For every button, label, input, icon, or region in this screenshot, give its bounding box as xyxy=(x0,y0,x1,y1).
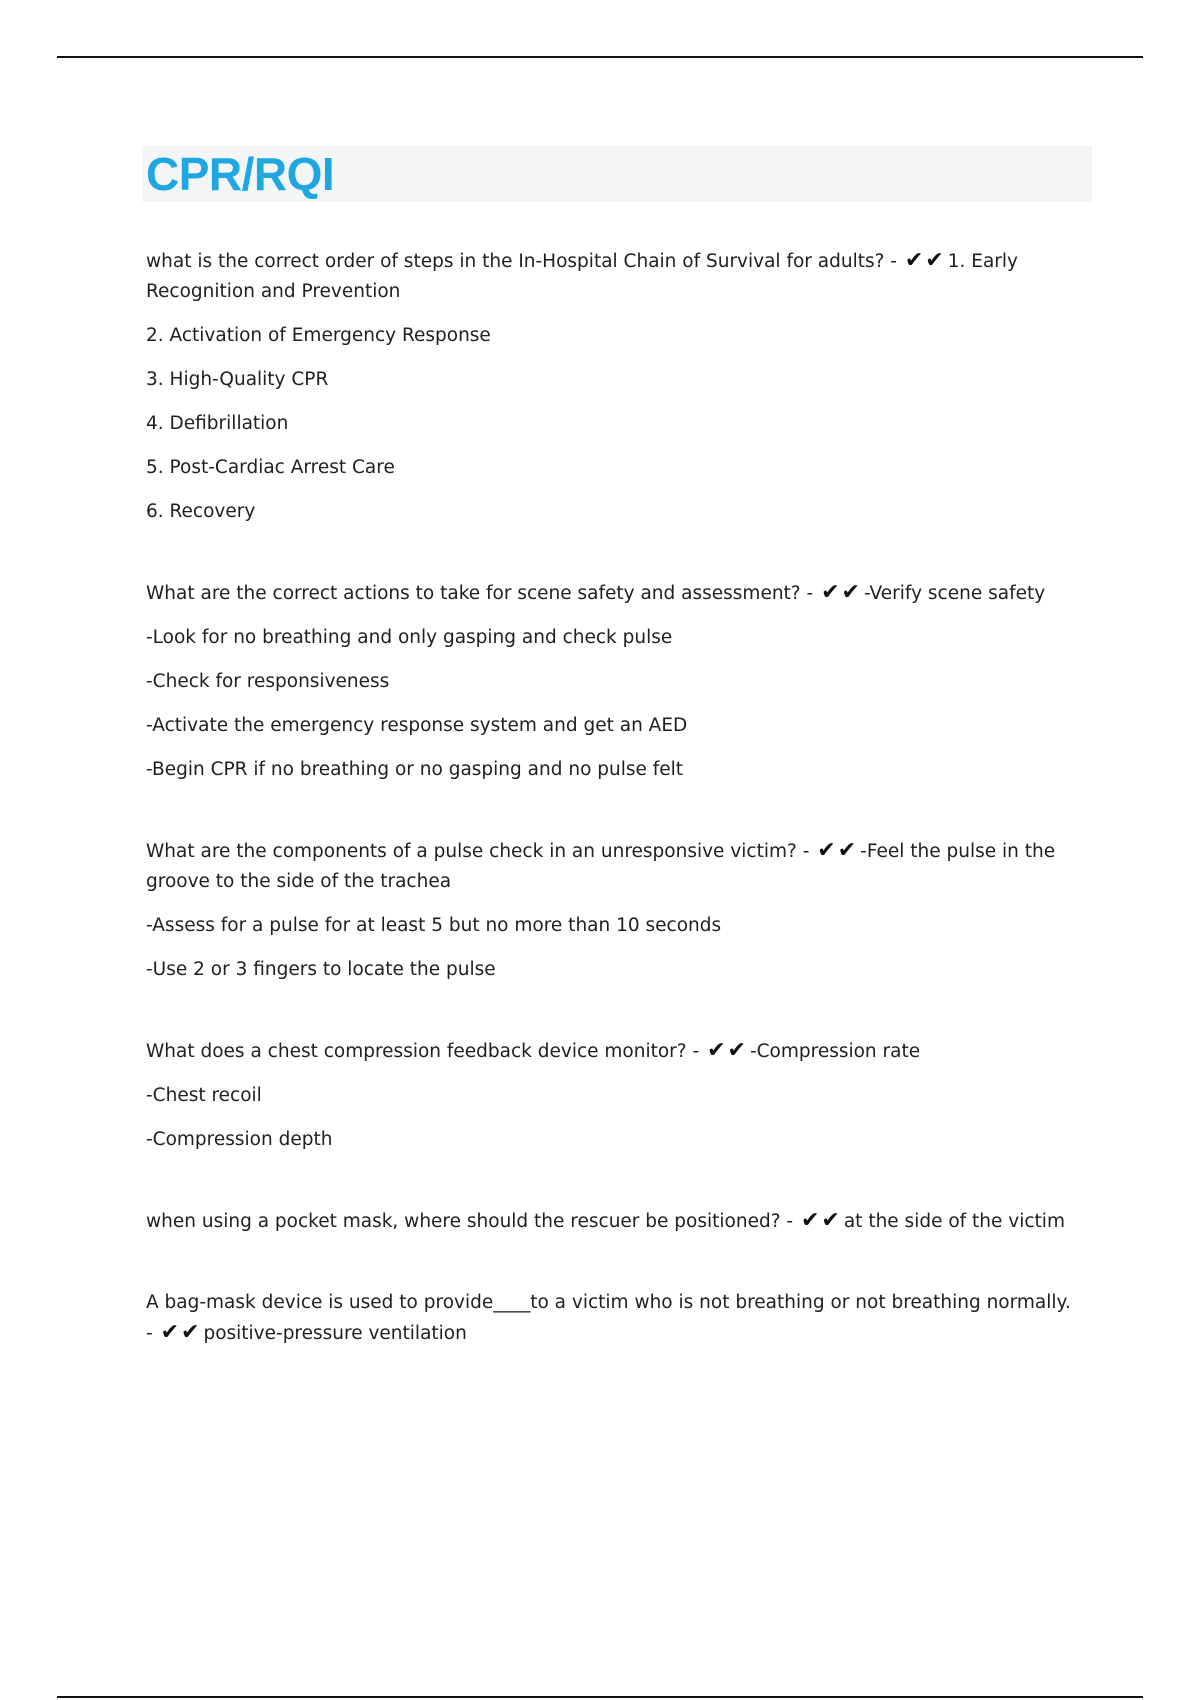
qa-item xyxy=(146,1288,1081,1349)
answer-line: 6. Recovery xyxy=(146,501,256,522)
qa-item xyxy=(146,1036,1081,1155)
answer-line: 5. Post-Cardiac Arrest Care xyxy=(146,457,395,478)
answer-text: -Verify scene safety xyxy=(863,583,1046,604)
double-check-icon: ✔✔ xyxy=(821,580,862,605)
qa-item xyxy=(146,836,1081,985)
answer-line: -Chest recoil xyxy=(146,1085,262,1106)
answer-line: -Look for no breathing and only gasping and check pulse xyxy=(146,627,673,648)
question-text: A bag-mask device is used to provide____to a victim who is not breathing or not breathing normally. - xyxy=(146,1292,1071,1344)
answer-line: -Check for responsiveness xyxy=(146,671,390,692)
answer-text: at the side of the victim xyxy=(843,1211,1065,1232)
footer-rule xyxy=(57,1696,1143,1698)
double-check-icon: ✔✔ xyxy=(817,838,859,863)
question-text: What are the correct actions to take for scene safety and assessment? - xyxy=(146,583,814,604)
question-line xyxy=(146,1206,1081,1237)
answer-text: positive-pressure ventilation xyxy=(203,1323,467,1344)
double-check-icon: ✔✔ xyxy=(904,248,946,273)
double-check-icon: ✔✔ xyxy=(160,1320,202,1345)
qa-item xyxy=(146,578,1081,785)
qa-item xyxy=(146,1206,1081,1237)
question-line xyxy=(146,1036,1081,1067)
answer-line: 2. Activation of Emergency Response xyxy=(146,325,491,346)
answer-line: 3. High-Quality CPR xyxy=(146,369,329,390)
answer-line: -Activate the emergency response system and get an AED xyxy=(146,715,688,736)
answer-line: 4. Defibrillation xyxy=(146,413,289,434)
header-rule xyxy=(57,56,1143,58)
answer-text: -Compression rate xyxy=(749,1041,921,1062)
answer-line: -Assess for a pulse for at least 5 but no more than 10 seconds xyxy=(146,915,722,936)
title-band xyxy=(142,146,1092,202)
document-title: CPR/RQI xyxy=(146,148,335,200)
answer-text: -Feel the pulse in the groove to the side of the trachea xyxy=(146,841,1056,892)
question-text: What are the components of a pulse check in an unresponsive victim? - xyxy=(146,841,810,862)
question-line xyxy=(146,246,1081,307)
question-line xyxy=(146,836,1081,897)
question-line xyxy=(146,1288,1081,1349)
question-text: what is the correct order of steps in the In-Hospital Chain of Survival for adults? - xyxy=(146,251,897,272)
question-text: What does a chest compression feedback device monitor? - xyxy=(146,1041,700,1062)
answer-text: 1. Early Recognition and Prevention xyxy=(146,251,1019,302)
question-line xyxy=(146,578,1081,609)
answer-line: -Compression depth xyxy=(146,1129,333,1150)
answer-line: -Use 2 or 3 fingers to locate the pulse xyxy=(146,959,496,980)
double-check-icon: ✔✔ xyxy=(800,1208,842,1233)
qa-list xyxy=(146,246,1081,1400)
double-check-icon: ✔✔ xyxy=(707,1038,748,1063)
answer-line: -Begin CPR if no breathing or no gasping and no pulse felt xyxy=(146,759,684,780)
question-text: when using a pocket mask, where should the rescuer be positioned? - xyxy=(146,1211,794,1232)
qa-item xyxy=(146,246,1081,527)
